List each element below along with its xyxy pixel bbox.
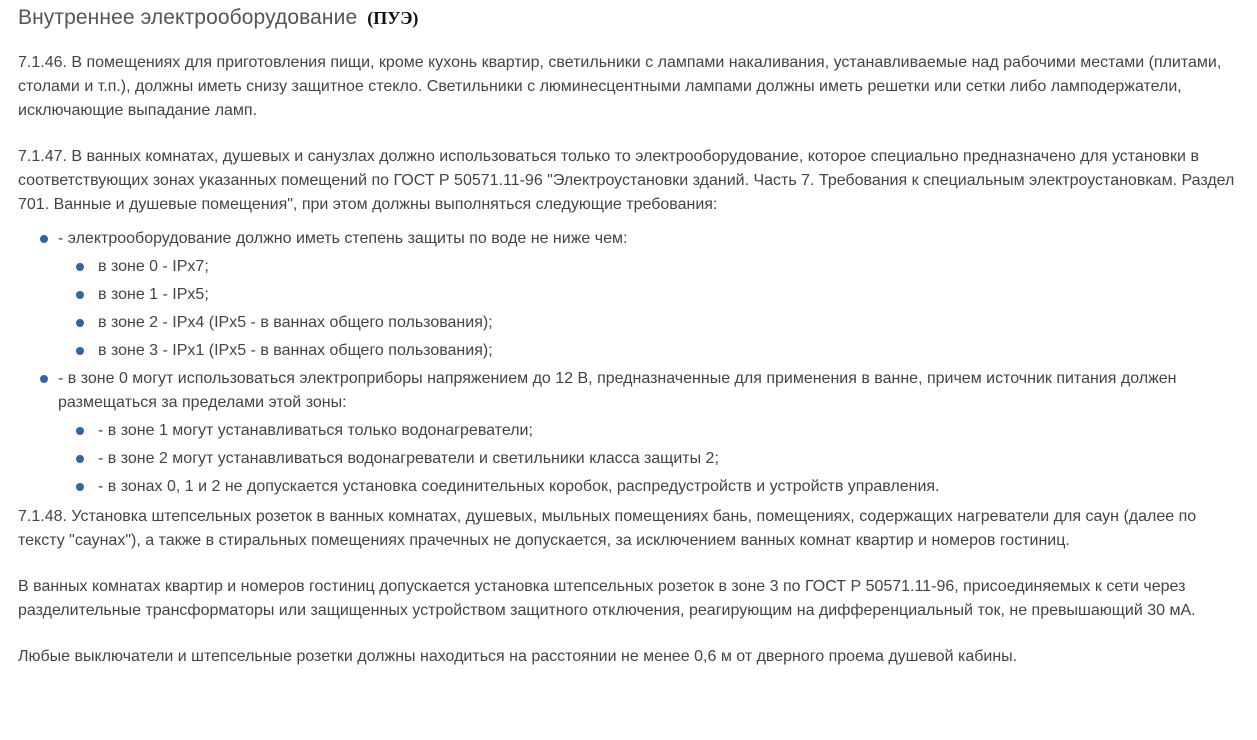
title-tag: (ПУЭ) xyxy=(367,8,419,28)
bullet-icon xyxy=(76,427,84,435)
sub-list-item-text: в зоне 3 - IPx1 (IPx5 - в ваннах общего пользования); xyxy=(98,342,493,359)
paragraph-sockets-hotels: В ванных комнатах квартир и номеров гостиниц допускается установка штепсельных розеток в зоне 3 по ГОСТ Р 50571.11-96, присоединяемых к сети через разделительные трансформаторы или защищенных устройством защитного отключения, реагирующим на дифференциальный ток, не превышающий 30 мА. xyxy=(18,578,1196,619)
bullet-icon xyxy=(40,235,48,243)
bullet-icon xyxy=(76,291,84,299)
page-title: Внутреннее электрооборудование xyxy=(18,6,358,29)
paragraph-7-1-46: 7.1.46. В помещениях для приготовления пищи, кроме кухонь квартир, светильники с лампами накаливания, устанавливаемые над рабочими местами (плитами, столами и т.п.), должны иметь снизу защитное стекло. Светильники с люминесцентными лампами должны иметь решетки или сетки либо ламподержатели, исключающие выпадание ламп. xyxy=(18,54,1222,119)
sub-list-item-text: в зоне 1 - IPx5; xyxy=(98,286,209,303)
bullet-icon xyxy=(76,455,84,463)
requirements-list xyxy=(18,227,1237,499)
sub-list-item-text: - в зонах 0, 1 и 2 не допускается установка соединительных коробок, распредустройств и устройств управления. xyxy=(98,478,940,495)
paragraph-switches-distance: Любые выключатели и штепсельные розетки должны находиться на расстоянии не менее 0,6 м от дверного проема душевой кабины. xyxy=(18,648,1018,665)
list-item-text: - электрооборудование должно иметь степень защиты по воде не ниже чем: xyxy=(58,230,628,247)
sub-list-item-text: - в зоне 1 могут устанавливаться только водонагреватели; xyxy=(98,422,533,439)
sub-list-item xyxy=(98,447,1237,471)
list-item xyxy=(58,367,1237,499)
sub-list-item xyxy=(98,475,1237,499)
list-item xyxy=(58,227,1237,363)
list-item-text: - в зоне 0 могут использоваться электроприборы напряжением до 12 В, предназначенные для применения в ванне, причем источник питания должен размещаться за пределами этой зоны: xyxy=(58,370,1177,411)
sub-list-item xyxy=(98,283,1237,307)
sub-list xyxy=(58,255,1237,363)
sub-list-item xyxy=(98,419,1237,443)
bullet-icon xyxy=(40,375,48,383)
paragraph-7-1-48: 7.1.48. Установка штепсельных розеток в ванных комнатах, душевых, мыльных помещениях бань, помещениях, содержащих нагреватели для саун (далее по тексту "саунах"), а также в стиральных помещениях прачечных не допускается, за исключением ванных комнат квартир и номеров гостиниц. xyxy=(18,508,1197,549)
sub-list-item xyxy=(98,255,1237,279)
bullet-icon xyxy=(76,347,84,355)
paragraph-7-1-47: 7.1.47. В ванных комнатах, душевых и санузлах должно использоваться только то электрооборудование, которое специально предназначено для установки в соответствующих зонах указанных помещений по ГОСТ Р 50571.11-96 "Электроустановки зданий. Часть 7. Требования к специальным электроустановкам. Раздел 701. Ванные и душевые помещения", при этом должны выполняться следующие требования: xyxy=(18,148,1235,213)
sub-list-item-text: в зоне 0 - IPx7; xyxy=(98,258,209,275)
bullet-icon xyxy=(76,319,84,327)
sub-list-item xyxy=(98,339,1237,363)
bullet-icon xyxy=(76,263,84,271)
bullet-icon xyxy=(76,483,84,491)
title-row xyxy=(18,6,1237,40)
sub-list-item-text: - в зоне 2 могут устанавливаться водонагреватели и светильники класса защиты 2; xyxy=(98,450,719,467)
sub-list-item-text: в зоне 2 - IPx4 (IPx5 - в ваннах общего пользования); xyxy=(98,314,493,331)
sub-list-item xyxy=(98,311,1237,335)
sub-list xyxy=(58,419,1237,499)
